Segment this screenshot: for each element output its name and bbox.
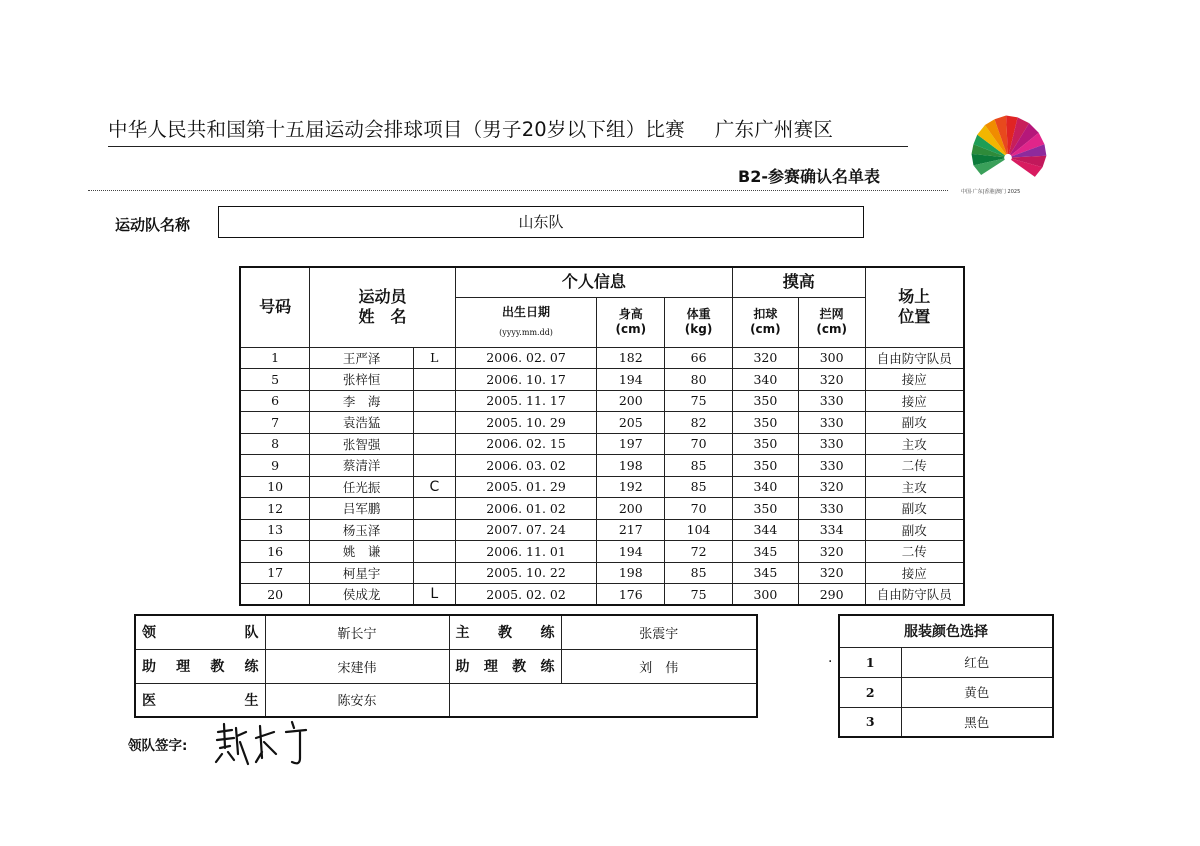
player-number: 12 — [240, 498, 310, 520]
player-block: 320 — [798, 369, 865, 391]
player-position: 主攻 — [865, 433, 964, 455]
doctor-label: 医生 — [135, 683, 265, 717]
player-number: 10 — [240, 476, 310, 498]
player-mark — [413, 390, 455, 412]
staff-table — [134, 614, 758, 718]
player-name: 袁浩猛 — [310, 412, 414, 434]
player-block: 320 — [798, 541, 865, 563]
dotted-divider — [88, 190, 948, 191]
spike-header-unit: (cm) — [750, 322, 781, 336]
player-name: 王严泽 — [310, 347, 414, 369]
table-row — [240, 390, 964, 412]
player-block: 330 — [798, 498, 865, 520]
assistant-coach-name-2: 刘 伟 — [561, 649, 757, 683]
uniform-option-number: 1 — [839, 647, 901, 677]
spike-header-label: 扣球 — [753, 307, 778, 321]
table-row — [240, 584, 964, 606]
assistant-coach-name: 宋建伟 — [265, 649, 449, 683]
player-name: 柯星宇 — [310, 562, 414, 584]
player-name: 张梓恒 — [310, 369, 414, 391]
player-spike: 350 — [732, 433, 798, 455]
player-block: 330 — [798, 390, 865, 412]
player-height: 198 — [597, 562, 665, 584]
handwritten-signature — [210, 718, 320, 772]
player-weight: 66 — [665, 347, 733, 369]
player-birth: 2005. 11. 17 — [455, 390, 597, 412]
signature-label: 领队签字: — [128, 738, 188, 754]
col-position-header — [865, 267, 964, 347]
player-block: 300 — [798, 347, 865, 369]
table-row — [240, 519, 964, 541]
player-mark — [413, 369, 455, 391]
player-birth: 2006. 02. 07 — [455, 347, 597, 369]
col-birth-header — [455, 297, 597, 347]
weight-header-unit: (kg) — [684, 322, 713, 336]
document-title — [108, 114, 908, 147]
player-spike: 340 — [732, 369, 798, 391]
col-spike-header — [732, 297, 798, 347]
player-position: 自由防守队员 — [865, 347, 964, 369]
player-block: 330 — [798, 412, 865, 434]
uniform-option-number: 2 — [839, 677, 901, 707]
player-birth: 2005. 10. 29 — [455, 412, 597, 434]
player-spike: 300 — [732, 584, 798, 606]
player-position: 副攻 — [865, 519, 964, 541]
player-position: 接应 — [865, 562, 964, 584]
player-number: 1 — [240, 347, 310, 369]
player-block: 330 — [798, 455, 865, 477]
player-height: 200 — [597, 390, 665, 412]
team-name-field: 山东队 — [218, 206, 864, 238]
player-position: 二传 — [865, 455, 964, 477]
player-name: 吕军鹏 — [310, 498, 414, 520]
empty-cell — [449, 683, 757, 717]
player-mark — [413, 562, 455, 584]
player-birth: 2007. 07. 24 — [455, 519, 597, 541]
player-number: 20 — [240, 584, 310, 606]
uniform-option-color: 黑色 — [901, 707, 1053, 737]
competition-region: 广东广州赛区 — [714, 118, 834, 141]
player-number: 13 — [240, 519, 310, 541]
player-mark: L — [413, 584, 455, 606]
player-height: 205 — [597, 412, 665, 434]
player-number: 16 — [240, 541, 310, 563]
table-row — [240, 455, 964, 477]
table-row — [240, 541, 964, 563]
competition-title: 中华人民共和国第十五届运动会排球项目（男子20岁以下组）比赛 — [108, 118, 685, 141]
player-position: 副攻 — [865, 498, 964, 520]
form-code: B2-参赛确认名单表 — [738, 167, 880, 186]
player-birth: 2006. 03. 02 — [455, 455, 597, 477]
player-name: 蔡清洋 — [310, 455, 414, 477]
player-birth: 2006. 11. 01 — [455, 541, 597, 563]
player-position: 接应 — [865, 369, 964, 391]
player-spike: 350 — [732, 498, 798, 520]
player-weight: 75 — [665, 390, 733, 412]
player-height: 194 — [597, 541, 665, 563]
col-athlete-header — [310, 267, 455, 347]
uniform-title: 服装颜色选择 — [839, 615, 1053, 647]
player-name: 任光振 — [310, 476, 414, 498]
assistant-coach-label-2: 助理教练 — [449, 649, 561, 683]
player-name: 侯成龙 — [310, 584, 414, 606]
player-block: 320 — [798, 562, 865, 584]
team-name-label: 运动队名称 — [115, 216, 191, 234]
player-height: 192 — [597, 476, 665, 498]
table-row — [240, 498, 964, 520]
player-number: 6 — [240, 390, 310, 412]
player-mark: L — [413, 347, 455, 369]
table-row — [240, 433, 964, 455]
player-number: 17 — [240, 562, 310, 584]
player-height: 182 — [597, 347, 665, 369]
block-header-unit: (cm) — [816, 322, 847, 336]
doctor-name: 陈安东 — [265, 683, 449, 717]
player-weight: 70 — [665, 433, 733, 455]
player-position: 二传 — [865, 541, 964, 563]
player-height: 197 — [597, 433, 665, 455]
player-spike: 350 — [732, 390, 798, 412]
col-personal-info-header: 个人信息 — [455, 267, 732, 297]
head-coach-label: 主教练 — [449, 615, 561, 649]
player-birth: 2006. 02. 15 — [455, 433, 597, 455]
table-row — [240, 369, 964, 391]
player-mark — [413, 433, 455, 455]
assistant-coach-label: 助理教练 — [135, 649, 265, 683]
player-weight: 104 — [665, 519, 733, 541]
player-name: 杨玉泽 — [310, 519, 414, 541]
position-header-line1: 场上 — [898, 287, 931, 307]
player-position: 接应 — [865, 390, 964, 412]
player-number: 5 — [240, 369, 310, 391]
player-spike: 350 — [732, 412, 798, 434]
player-mark: C — [413, 476, 455, 498]
player-height: 194 — [597, 369, 665, 391]
player-block: 334 — [798, 519, 865, 541]
player-block: 290 — [798, 584, 865, 606]
table-row — [240, 347, 964, 369]
player-mark — [413, 498, 455, 520]
roster-table — [239, 266, 965, 606]
col-height-header — [597, 297, 665, 347]
block-header-label: 拦网 — [819, 307, 844, 321]
games-logo-icon — [960, 100, 1056, 200]
player-weight: 80 — [665, 369, 733, 391]
col-weight-header — [665, 297, 733, 347]
player-position: 自由防守队员 — [865, 584, 964, 606]
height-header-label: 身高 — [618, 307, 643, 321]
leader-label: 领队 — [135, 615, 265, 649]
col-number-header: 号码 — [240, 267, 310, 347]
player-name: 姚 谦 — [310, 541, 414, 563]
uniform-option-color: 红色 — [901, 647, 1053, 677]
player-spike: 340 — [732, 476, 798, 498]
stray-dot: · — [828, 654, 833, 670]
player-height: 198 — [597, 455, 665, 477]
athlete-header-line2: 姓 名 — [358, 307, 407, 327]
position-header-line2: 位置 — [898, 307, 931, 327]
player-height: 217 — [597, 519, 665, 541]
player-block: 330 — [798, 433, 865, 455]
uniform-color-table — [838, 614, 1054, 738]
player-mark — [413, 519, 455, 541]
player-position: 主攻 — [865, 476, 964, 498]
player-number: 9 — [240, 455, 310, 477]
table-row — [240, 476, 964, 498]
player-birth: 2006. 01. 02 — [455, 498, 597, 520]
birth-header-label: 出生日期 — [502, 304, 551, 319]
player-height: 176 — [597, 584, 665, 606]
athlete-header-line1: 运动员 — [358, 287, 407, 307]
player-birth: 2005. 10. 22 — [455, 562, 597, 584]
player-weight: 75 — [665, 584, 733, 606]
table-row — [839, 647, 1053, 677]
col-reach-header: 摸高 — [732, 267, 865, 297]
player-height: 200 — [597, 498, 665, 520]
player-spike: 320 — [732, 347, 798, 369]
logo-caption: 中国·广东|香港|澳门 2025 — [961, 189, 1021, 195]
player-spike: 345 — [732, 541, 798, 563]
player-birth: 2005. 02. 02 — [455, 584, 597, 606]
player-birth: 2006. 10. 17 — [455, 369, 597, 391]
player-spike: 345 — [732, 562, 798, 584]
player-name: 李 海 — [310, 390, 414, 412]
player-number: 8 — [240, 433, 310, 455]
player-weight: 85 — [665, 455, 733, 477]
player-weight: 72 — [665, 541, 733, 563]
player-weight: 70 — [665, 498, 733, 520]
player-mark — [413, 412, 455, 434]
height-header-unit: (cm) — [615, 322, 647, 336]
birth-header-format: (yyyy.mm.dd) — [499, 327, 553, 337]
table-row — [240, 562, 964, 584]
table-row — [135, 615, 757, 649]
player-name: 张智强 — [310, 433, 414, 455]
player-spike: 350 — [732, 455, 798, 477]
head-coach-name: 张震宇 — [561, 615, 757, 649]
table-row — [240, 412, 964, 434]
player-block: 320 — [798, 476, 865, 498]
player-position: 副攻 — [865, 412, 964, 434]
player-birth: 2005. 01. 29 — [455, 476, 597, 498]
player-mark — [413, 541, 455, 563]
table-row — [839, 677, 1053, 707]
player-number: 7 — [240, 412, 310, 434]
table-row — [839, 707, 1053, 737]
col-block-header — [798, 297, 865, 347]
table-row — [135, 649, 757, 683]
player-weight: 85 — [665, 476, 733, 498]
player-mark — [413, 455, 455, 477]
player-weight: 85 — [665, 562, 733, 584]
leader-name: 靳长宁 — [265, 615, 449, 649]
uniform-option-number: 3 — [839, 707, 901, 737]
table-row — [135, 683, 757, 717]
player-weight: 82 — [665, 412, 733, 434]
player-spike: 344 — [732, 519, 798, 541]
uniform-option-color: 黄色 — [901, 677, 1053, 707]
weight-header-label: 体重 — [686, 307, 711, 321]
